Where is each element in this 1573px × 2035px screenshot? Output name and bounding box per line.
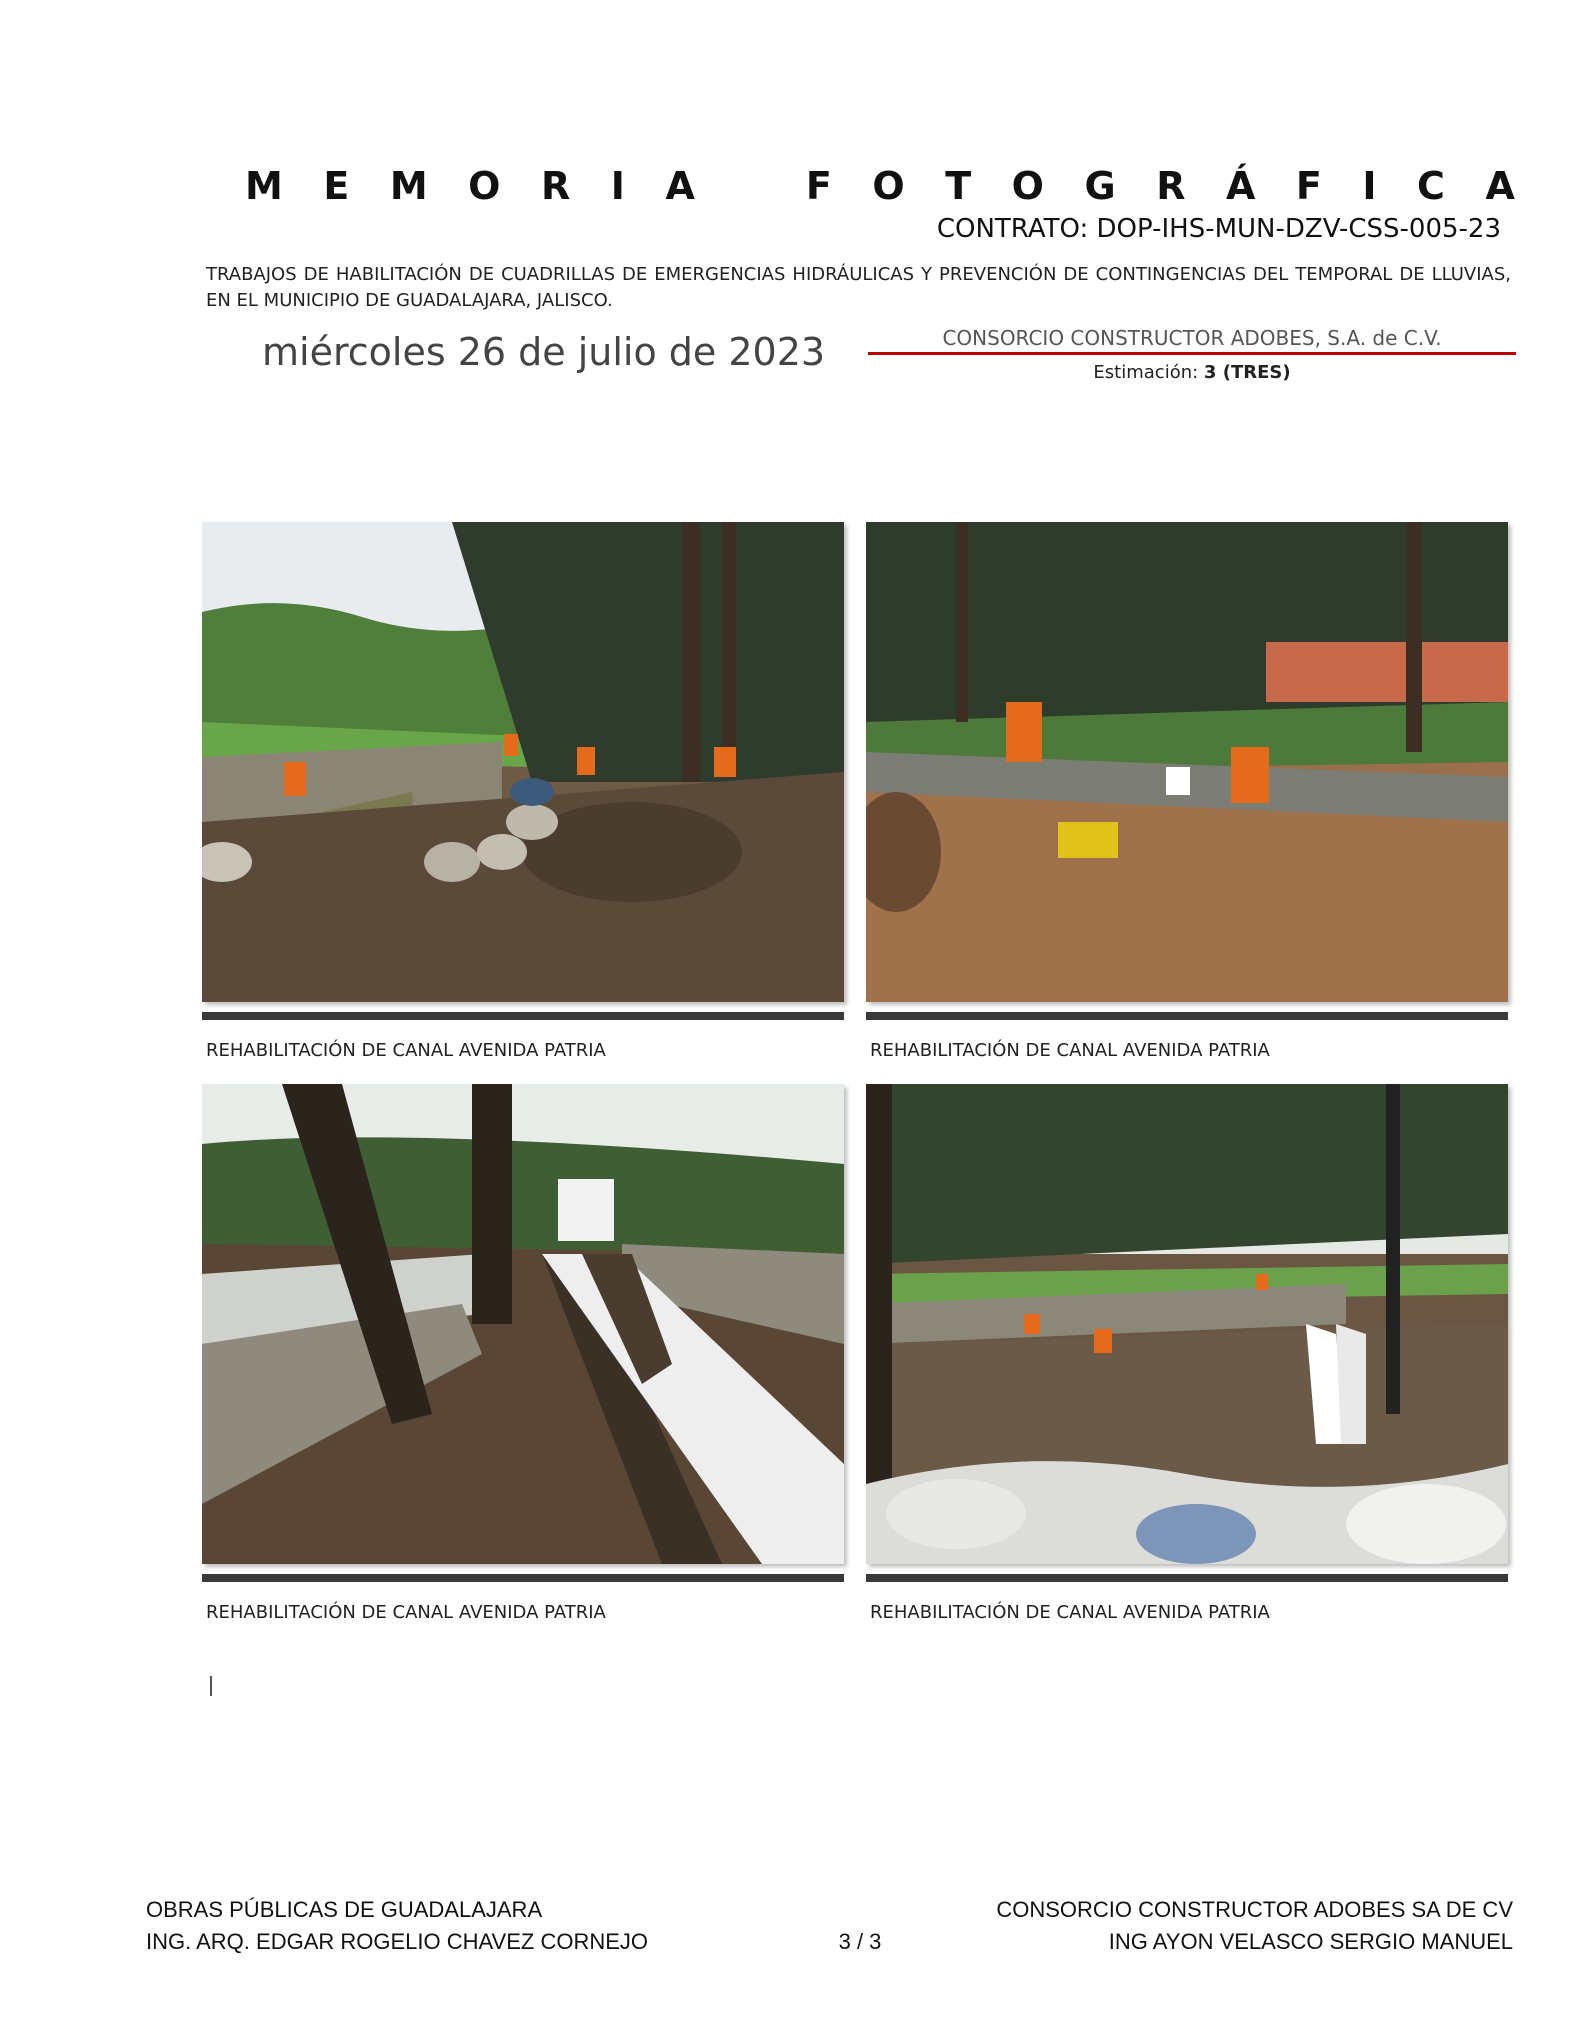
title-letter: O	[872, 164, 905, 208]
photo-1-bar	[202, 1012, 844, 1020]
page-number: 3 / 3	[838, 1929, 882, 1954]
page-title	[245, 160, 1515, 212]
title-letter: R	[1156, 164, 1186, 208]
footer-left-line2: ING. ARQ. EDGAR ROGELIO CHAVEZ CORNEJO	[146, 1929, 649, 1954]
title-letter: G	[1084, 164, 1116, 208]
photo-3-bar	[202, 1574, 844, 1582]
footer-right-line2: ING AYON VELASCO SERGIO MANUEL	[1108, 1929, 1513, 1954]
photo-cell-3	[202, 1084, 844, 1623]
company-name: CONSORCIO CONSTRUCTOR ADOBES, S.A. de C.V.	[942, 326, 1442, 350]
title-letter: A	[1485, 164, 1515, 208]
estimation-label: Estimación:	[1093, 362, 1199, 383]
footer-right	[996, 1894, 1513, 1958]
photo-cell-2	[866, 522, 1508, 1061]
photo-1-caption: REHABILITACIÓN DE CANAL AVENIDA PATRIA	[206, 1040, 606, 1061]
title-letter: I	[1362, 164, 1377, 208]
contract-number: CONTRATO: DOP-IHS-MUN-DZV-CSS-005-23	[936, 214, 1501, 244]
photo-cell-4	[866, 1084, 1508, 1623]
title-letter: R	[541, 164, 571, 208]
title-letter: M	[389, 164, 428, 208]
text-cursor	[210, 1676, 212, 1696]
footer-right-line1: CONSORCIO CONSTRUCTOR ADOBES SA DE CV	[996, 1897, 1513, 1922]
photo-2-image	[866, 522, 1508, 1002]
title-letter: A	[665, 164, 695, 208]
title-letter: O	[1011, 164, 1044, 208]
estimation-value: 3 (TRES)	[1203, 362, 1291, 383]
photo-4-image	[866, 1084, 1508, 1564]
photo-4	[866, 1084, 1508, 1564]
photo-1-image	[202, 522, 844, 1002]
title-letter: I	[610, 164, 625, 208]
title-letter: F	[1295, 164, 1322, 208]
photo-4-caption: REHABILITACIÓN DE CANAL AVENIDA PATRIA	[870, 1602, 1270, 1623]
footer-left-line1: OBRAS PÚBLICAS DE GUADALAJARA	[146, 1897, 543, 1922]
title-letter: C	[1417, 164, 1445, 208]
photo-2-bar	[866, 1012, 1508, 1020]
photo-2	[866, 522, 1508, 1002]
footer-left	[146, 1894, 648, 1958]
work-description: TRABAJOS DE HABILITACIÓN DE CUADRILLAS DE EMERGENCIAS HIDRÁULICAS Y PREVENCIÓN DE CONTINGENCIAS DEL TEMPORAL DE LLUVIAS, EN EL MUNICIPIO DE GUADALAJARA, JALISCO.	[206, 264, 1511, 311]
title-letter: M	[245, 164, 283, 208]
photo-4-bar	[866, 1574, 1508, 1582]
title-letter: F	[805, 164, 832, 208]
company-underline	[868, 352, 1516, 355]
photo-3	[202, 1084, 844, 1564]
photo-3-caption: REHABILITACIÓN DE CANAL AVENIDA PATRIA	[206, 1602, 606, 1623]
title-letter: Á	[1225, 164, 1256, 208]
photo-2-caption: REHABILITACIÓN DE CANAL AVENIDA PATRIA	[870, 1040, 1270, 1061]
title-letter: T	[945, 164, 972, 208]
title-letter: E	[323, 164, 350, 208]
title-letter: O	[468, 164, 501, 208]
report-date: miércoles 26 de julio de 2023	[262, 330, 826, 374]
photo-cell-1	[202, 522, 844, 1061]
photo-1	[202, 522, 844, 1002]
estimation	[868, 362, 1516, 383]
photo-3-image	[202, 1084, 844, 1564]
